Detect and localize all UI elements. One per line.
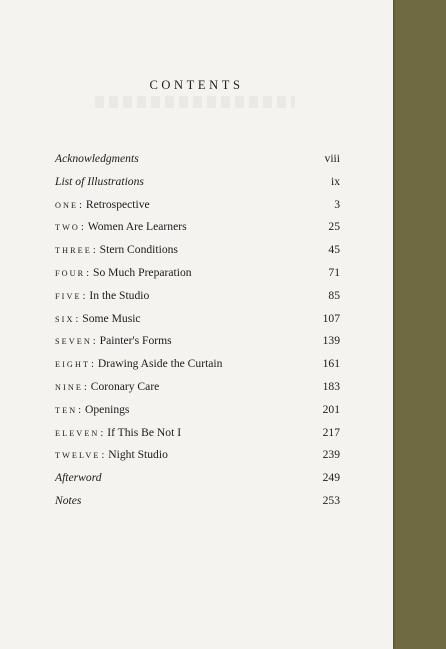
chapter-separator: :	[82, 290, 86, 302]
chapter-number: EIGHT	[55, 360, 91, 370]
chapter-number: ONE	[55, 200, 79, 210]
chapter-number: THREE	[55, 246, 92, 256]
chapter-title: Openings	[85, 402, 130, 416]
chapter-separator: :	[86, 267, 90, 279]
toc-entry-chapter-seven	[55, 330, 340, 353]
chapter-title: Women Are Learners	[87, 220, 187, 234]
toc-entry-acknowledgments	[55, 148, 340, 171]
chapter-title: Night Studio	[108, 448, 168, 462]
entry-page-number: 139	[322, 334, 340, 348]
toc-entry-chapter-five	[55, 285, 340, 308]
chapter-separator: :	[75, 313, 79, 325]
entry-page-number: 71	[328, 265, 340, 279]
chapter-number: ELEVEN	[55, 428, 100, 438]
entry-page-number: 107	[322, 311, 340, 325]
chapter-number: FIVE	[55, 291, 82, 301]
chapter-separator: :	[91, 359, 94, 371]
entry-page-number: 239	[322, 448, 340, 462]
entry-title: List of Illustrations	[55, 174, 144, 188]
toc-entry-notes	[55, 490, 340, 513]
entry-page-number: 85	[328, 288, 340, 302]
chapter-separator: :	[101, 450, 105, 462]
entry-page-number: viii	[324, 152, 340, 165]
chapter-title: Coronary Care	[90, 379, 160, 393]
entry-page-number: ix	[330, 174, 340, 188]
bleed-through-text	[95, 96, 295, 108]
chapter-separator: :	[83, 381, 87, 393]
chapter-number: SIX	[55, 314, 75, 324]
chapter-title: Retrospective	[85, 197, 150, 211]
chapter-separator: :	[92, 245, 96, 257]
chapter-separator: :	[80, 222, 84, 234]
chapter-number: FOUR	[55, 268, 86, 278]
chapter-title: In the Studio	[89, 288, 150, 302]
chapter-separator: :	[100, 427, 104, 439]
contents-heading: CONTENTS	[149, 78, 244, 92]
entry-page-number: 253	[322, 493, 340, 507]
chapter-number: SEVEN	[55, 337, 92, 347]
toc-entry-afterword	[55, 467, 340, 490]
entry-page-number: 249	[322, 471, 340, 485]
toc-entry-chapter-twelve	[55, 444, 340, 467]
chapter-number: NINE	[55, 382, 83, 392]
entry-title: Acknowledgments	[55, 152, 139, 165]
chapter-title: Stern Conditions	[99, 243, 178, 257]
entry-page-number: 217	[322, 425, 340, 439]
toc-entry-chapter-two	[55, 216, 340, 239]
entry-page-number: 183	[322, 379, 340, 393]
entry-page-number: 201	[322, 402, 340, 416]
entry-page-number: 3	[334, 197, 340, 211]
entry-title: Notes	[55, 493, 82, 507]
chapter-title: Painter's Forms	[99, 334, 172, 348]
toc-entry-chapter-eleven	[55, 422, 340, 445]
toc-entry-chapter-eight	[55, 353, 340, 376]
entry-page-number: 45	[328, 243, 340, 257]
entry-page-number: 25	[328, 220, 340, 234]
toc-entry-chapter-six	[55, 308, 340, 331]
chapter-separator: :	[78, 404, 81, 416]
chapter-number: TWO	[55, 223, 80, 233]
chapter-title: So Much Preparation	[93, 265, 192, 279]
chapter-number: TWELVE	[55, 451, 101, 461]
chapter-title: Some Music	[82, 311, 141, 325]
chapter-separator: :	[79, 199, 82, 211]
toc-entry-list-of-illustrations	[55, 171, 340, 194]
table-of-contents	[55, 148, 340, 513]
toc-entry-chapter-three	[55, 239, 340, 262]
chapter-number: TEN	[55, 405, 78, 415]
chapter-title: Drawing Aside the Curtain	[97, 357, 223, 371]
toc-entry-chapter-four	[55, 262, 340, 285]
toc-entry-chapter-one	[55, 194, 340, 217]
chapter-title: If This Be Not I	[107, 425, 182, 439]
chapter-separator: :	[92, 336, 96, 348]
toc-entry-chapter-ten	[55, 399, 340, 422]
toc-entry-chapter-nine	[55, 376, 340, 399]
entry-page-number: 161	[322, 357, 340, 371]
entry-title: Afterword	[55, 471, 102, 485]
